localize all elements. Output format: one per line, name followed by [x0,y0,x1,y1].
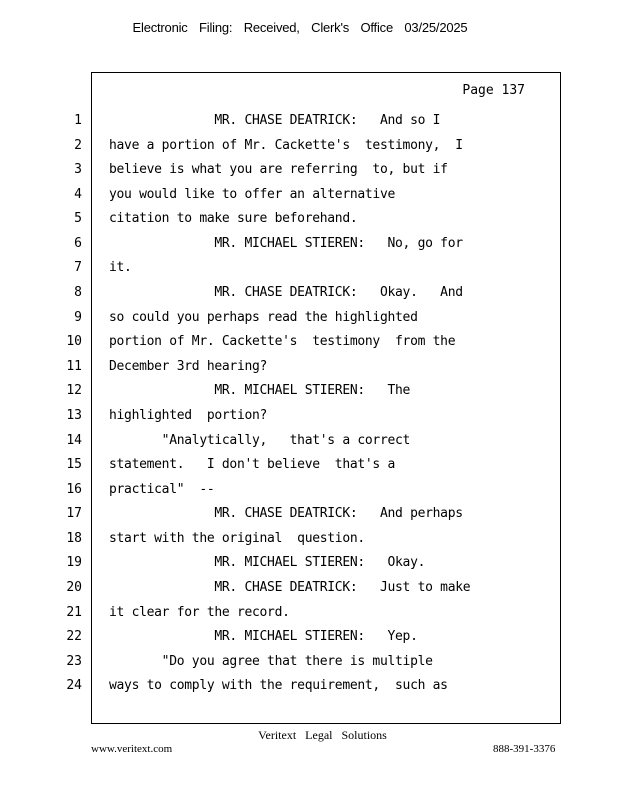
transcript-line [0,160,618,180]
line-number: 12 [66,383,82,398]
line-number: 2 [74,138,82,153]
transcript-line [0,209,618,229]
footer-website: www.veritext.com [91,743,173,755]
transcript-line [0,111,618,131]
transcript-line [0,676,618,696]
line-text: practical" -- [109,482,215,497]
line-text: MR. CHASE DEATRICK: Okay. And [109,285,463,300]
line-text: citation to make sure beforehand. [109,211,358,226]
line-text: highlighted portion? [109,408,268,423]
transcript-line [0,185,618,205]
line-number: 9 [74,310,82,325]
line-number: 23 [66,654,82,669]
transcript-line [0,603,618,623]
transcript-line [0,627,618,647]
transcript-line [0,553,618,573]
line-text: MR. MICHAEL STIEREN: No, go for [109,236,463,251]
line-text: have a portion of Mr. Cackette's testimony, I [109,138,463,153]
transcript-line [0,357,618,377]
line-number: 8 [74,285,82,300]
line-text: MR. MICHAEL STIEREN: The [109,383,411,398]
line-number: 11 [66,359,82,374]
line-number: 6 [74,236,82,251]
transcript-line [0,234,618,254]
line-number: 24 [66,678,82,693]
page-number: Page 137 [462,83,525,98]
filing-header: Electronic Filing: Received, Clerk's Office 03/25/2025 [132,20,468,35]
transcript-line [0,431,618,451]
line-number: 15 [66,457,82,472]
transcript-line [0,283,618,303]
footer-company: Veritext Legal Solutions [258,728,387,742]
transcript-line [0,406,618,426]
line-text: MR. MICHAEL STIEREN: Okay. [109,555,426,570]
line-number: 16 [66,482,82,497]
line-number: 10 [66,334,82,349]
line-text: MR. MICHAEL STIEREN: Yep. [109,629,418,644]
line-number: 4 [74,187,82,202]
transcript-line [0,480,618,500]
line-text: MR. CHASE DEATRICK: Just to make [109,580,471,595]
transcript-line [0,504,618,524]
line-text: December 3rd hearing? [109,359,268,374]
transcript-line [0,308,618,328]
line-number: 13 [66,408,82,423]
line-number: 7 [74,260,82,275]
line-text: it clear for the record. [109,605,290,620]
line-text: statement. I don't believe that's a [109,457,396,472]
line-number: 14 [66,433,82,448]
line-text: ways to comply with the requirement, such as [109,678,448,693]
transcript-line [0,652,618,672]
transcript-line [0,332,618,352]
line-text: start with the original question. [109,531,365,546]
transcript-line [0,381,618,401]
line-number: 20 [66,580,82,595]
line-number: 17 [66,506,82,521]
line-number: 21 [66,605,82,620]
line-text: MR. CHASE DEATRICK: And so I [109,113,441,128]
transcript-line [0,455,618,475]
line-number: 18 [66,531,82,546]
transcript-line [0,578,618,598]
line-number: 5 [74,211,82,226]
transcript-line [0,136,618,156]
line-text: believe is what you are referring to, but if [109,162,448,177]
line-text: "Do you agree that there is multiple [109,654,433,669]
line-number: 19 [66,555,82,570]
line-text: it. [109,260,132,275]
line-number: 1 [74,113,82,128]
line-text: MR. CHASE DEATRICK: And perhaps [109,506,463,521]
line-text: you would like to offer an alternative [109,187,396,202]
line-text: so could you perhaps read the highlighted [109,310,418,325]
line-text: portion of Mr. Cackette's testimony from the [109,334,456,349]
line-number: 3 [74,162,82,177]
line-number: 22 [66,629,82,644]
transcript-line [0,258,618,278]
line-text: "Analytically, that's a correct [109,433,411,448]
footer-phone: 888-391-3376 [493,743,556,755]
transcript-line [0,529,618,549]
